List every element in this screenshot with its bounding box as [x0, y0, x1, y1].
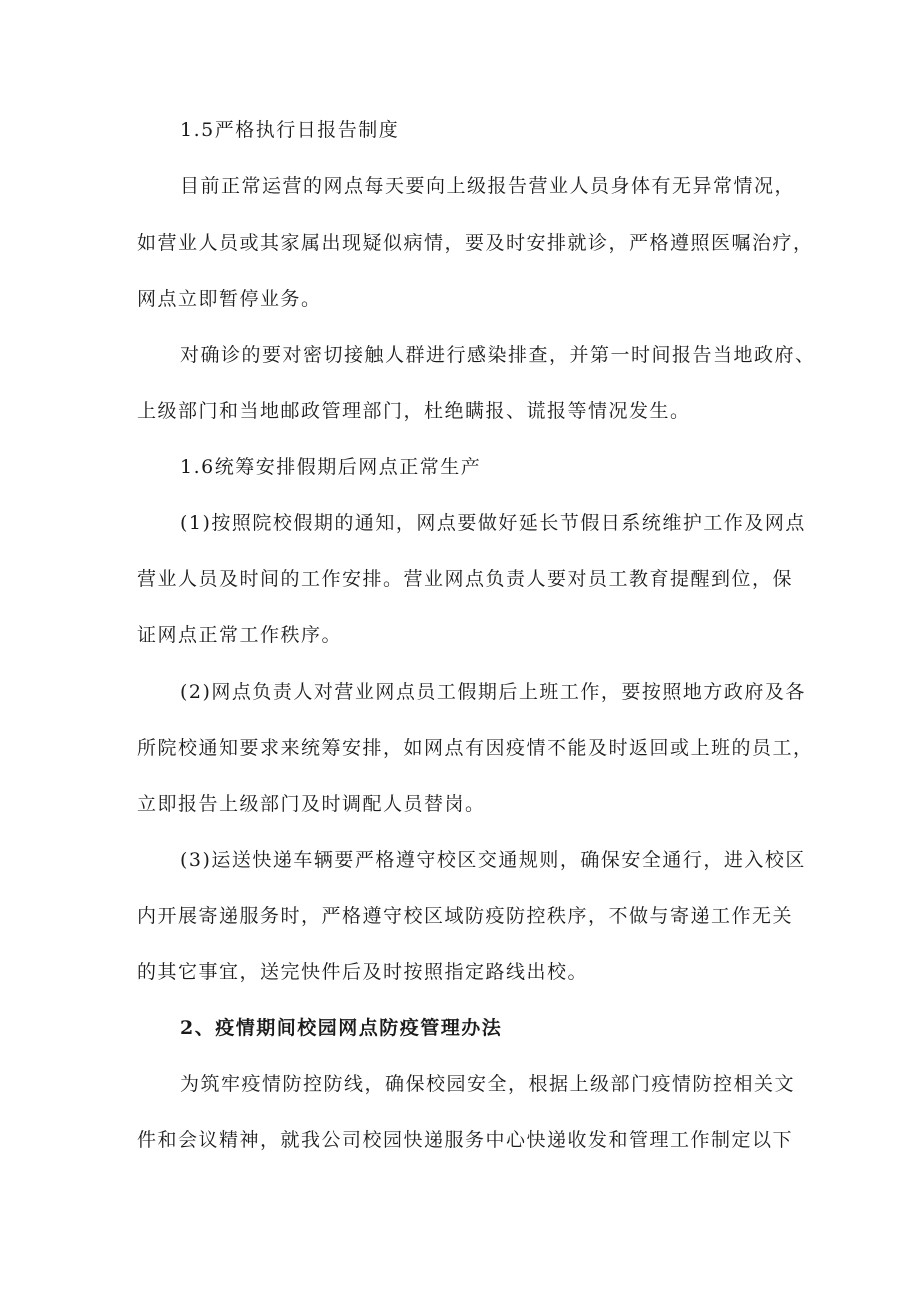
paragraph-line: 对确诊的要对密切接触人群进行感染排查，并第一时间报告当地政府、	[180, 344, 816, 366]
paragraph-line: 如营业人员或其家属出现疑似病情，要及时安排就诊，严格遵照医嘱治疗，	[137, 232, 814, 254]
paragraph-line: (3)运送快递车辆要严格遵守校区交通规则，确保安全通行，进入校区	[180, 849, 806, 871]
paragraph-line: 证网点正常工作秩序。	[137, 624, 343, 646]
paragraph-line: 上级部门和当地邮政管理部门，杜绝瞒报、谎报等情况发生。	[137, 400, 691, 422]
section-heading-1-6: 1.6统筹安排假期后网点正常生产	[180, 456, 482, 478]
paragraph-line: (2)网点负责人对营业网点员工假期后上班工作，要按照地方政府及各	[180, 681, 806, 703]
paragraph-line: 立即报告上级部门及时调配人员替岗。	[137, 793, 486, 815]
paragraph-line: 为筑牢疫情防控防线，确保校园安全，根据上级部门疫情防控相关文	[180, 1073, 796, 1095]
paragraph-line: 营业人员及时间的工作安排。营业网点负责人要对员工教育提醒到位，保	[137, 568, 794, 590]
paragraph-line: 目前正常运营的网点每天要向上级报告营业人员身体有无异常情况，	[180, 175, 796, 197]
paragraph-line: 所院校通知要求来统筹安排，如网点有因疫情不能及时返回或上班的员工，	[137, 737, 814, 759]
paragraph-line: (1)按照院校假期的通知，网点要做好延长节假日系统维护工作及网点	[180, 512, 806, 534]
section-heading-2: 2、疫情期间校园网点防疫管理办法	[180, 1017, 503, 1039]
paragraph-line: 的其它事宜，送完快件后及时按照指定路线出校。	[137, 961, 589, 983]
paragraph-line: 件和会议精神，就我公司校园快递服务中心快递收发和管理工作制定以下	[137, 1129, 794, 1151]
paragraph-line: 网点立即暂停业务。	[137, 288, 322, 310]
section-heading-1-5: 1.5严格执行日报告制度	[180, 119, 400, 141]
paragraph-line: 内开展寄递服务时，严格遵守校区域防疫防控秩序，不做与寄递工作无关	[137, 905, 794, 927]
